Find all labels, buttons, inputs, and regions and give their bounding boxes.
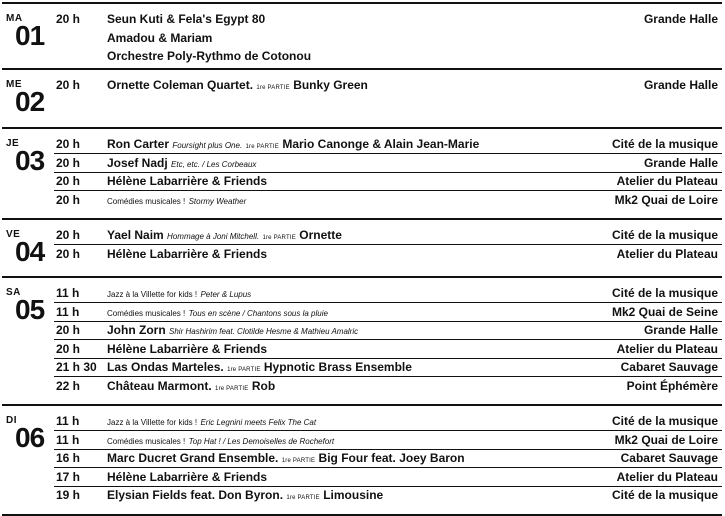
event-artist: John Zorn [107,323,166,337]
event-time: 20 h [56,228,81,242]
day-number: 03 [15,145,45,176]
first-part-label: 1re PARTIE [281,458,316,464]
event-series: Jazz à la Villette for kids ! [107,418,198,427]
event-series: Comédies musicales ! [107,436,186,446]
first-part-label: 1re PARTIE [262,235,296,241]
event-title [107,47,572,65]
event-title [107,191,572,209]
event-row [54,172,722,191]
event-title [107,172,572,190]
event-venue: Cabaret Sauvage [620,451,718,465]
event-venue: Atelier du Plateau [616,246,718,261]
event-title [107,29,572,47]
event-opening-act: Big Four feat. Joey Baron [318,451,465,465]
event-artist: Ornette Coleman Quartet. [107,78,254,92]
event-venue: Mk2 Quai de Loire [614,432,718,447]
first-part-label: 1re PARTIE [215,385,249,392]
event-venue: Grande Halle [643,155,718,170]
event-row [54,431,722,450]
event-row [54,486,722,504]
event-opening-act: Mario Canonge & Alain Jean-Marie [282,137,480,151]
event-venue: Cité de la musique [611,286,718,300]
event-row [54,377,722,395]
event-venue: Cité de la musique [611,228,718,242]
event-artist: Elysian Fields feat. Don Byron. [107,488,284,502]
event-time: 11 h [56,304,80,319]
event-title [107,226,572,245]
event-series: Comédies musicales ! [107,196,186,206]
day-number: 04 [15,236,45,267]
event-program: Top Hat ! / Les Demoiselles de Rochefort [188,436,335,446]
event-row [54,303,722,322]
event-time: 11 h [56,414,80,428]
event-artist: Hélène Labarrière & Friends [107,469,268,484]
day-name: VE [6,229,21,240]
event-title [107,10,572,28]
first-part-label: 1re PARTIE [256,85,290,91]
event-opening-act: Ornette [299,228,342,242]
event-artist: Château Marmont. [107,378,212,393]
event-artist: Hélène Labarrière & Friends [107,246,268,261]
event-program: Stormy Weather [188,196,247,206]
day-block [2,2,722,63]
day-name: ME [6,79,22,90]
event-row [54,47,722,65]
day-name: JE [6,138,20,149]
event-venue: Mk2 Quai de Seine [611,304,718,319]
event-venue: Grande Halle [643,78,718,92]
event-opening-act: Hypnotic Brass Ensemble [263,360,412,374]
event-artist: Las Ondas Marteles. [107,360,224,374]
day-name: DI [6,415,17,426]
event-opening-act: Limousine [323,488,384,502]
event-row [54,449,722,468]
event-venue: Grande Halle [643,12,718,26]
event-time: 19 h [56,488,81,502]
event-time: 20 h [56,137,81,151]
event-artist: Orchestre Poly-Rythmo de Cotonou [107,49,312,63]
event-title [107,284,572,303]
day-block [2,127,722,207]
event-time: 21 h 30 [56,360,97,374]
event-venue: Atelier du Plateau [616,174,718,188]
day-block [2,404,722,502]
day-number: 06 [15,422,45,453]
day-number: 02 [15,86,45,117]
event-title [107,76,572,94]
event-row [54,284,722,303]
event-artist: Hélène Labarrière & Friends [107,174,268,188]
event-program: Shir Hashirim feat. Clotilde Hesme & Mathieu Amalric [169,327,359,336]
event-title [107,431,572,450]
event-artist: Yael Naim [107,228,164,242]
event-venue: Cabaret Sauvage [620,360,718,374]
event-opening-act: Rob [251,378,276,393]
event-row [54,412,722,431]
event-time: 22 h [56,378,81,393]
event-time: 20 h [56,12,81,26]
event-time: 17 h [56,469,81,484]
event-artist: Seun Kuti & Fela's Egypt 80 [107,12,266,26]
event-venue: Mk2 Quai de Loire [614,192,718,207]
event-venue: Cité de la musique [611,137,718,151]
event-title [107,486,572,504]
event-row [54,76,722,94]
first-part-label: 1re PARTIE [286,495,320,501]
event-artist: Amadou & Mariam [107,30,213,45]
event-time: 20 h [56,174,81,188]
event-time: 11 h [56,286,80,300]
event-time: 20 h [56,323,81,337]
event-row [54,226,722,245]
event-series: Comédies musicales ! [107,308,186,318]
event-artist: Marc Ducret Grand Ensemble. [107,451,279,465]
event-series: Jazz à la Villette for kids ! [107,290,198,299]
first-part-label: 1re PARTIE [245,144,279,150]
event-title [107,135,572,154]
event-artist: Josef Nadj [107,155,168,170]
event-title [107,321,572,340]
event-venue: Cité de la musique [611,488,718,502]
event-row [54,154,722,173]
day-name: MA [6,13,23,24]
event-time: 20 h [56,341,81,356]
event-title [107,377,572,395]
day-number: 01 [15,20,45,51]
event-time: 20 h [56,155,81,170]
event-row [54,340,722,359]
event-row [54,29,722,47]
event-row [54,135,722,154]
event-title [107,303,572,322]
event-venue: Cité de la musique [611,414,718,428]
first-part-label: 1re PARTIE [227,367,261,373]
event-opening-act: Bunky Green [293,78,368,92]
event-artist: Hélène Labarrière & Friends [107,341,268,356]
event-program: Eric Legnini meets Felix The Cat [200,418,317,427]
event-title [107,468,572,486]
event-row [54,321,722,340]
event-time: 20 h [56,246,81,261]
day-name: SA [6,287,21,298]
event-row [54,468,722,487]
event-venue: Grande Halle [643,323,718,337]
event-program: Foursight plus One. [172,141,243,150]
event-time: 11 h [56,432,80,447]
day-block [2,276,722,393]
event-title [107,358,572,377]
event-program: Etc, etc. / Les Corbeaux [171,159,257,169]
day-block [2,218,722,267]
event-title [107,154,572,173]
event-row [54,358,722,377]
event-venue: Point Éphémère [626,378,718,393]
event-venue: Atelier du Plateau [616,469,718,484]
event-time: 20 h [56,192,81,207]
day-number: 05 [15,294,45,325]
event-row [54,10,722,28]
day-block [2,68,722,117]
event-program: Peter & Lupus [200,290,252,299]
event-row [54,191,722,209]
event-program: Hommage à Joni Mitchell. [167,232,260,241]
event-title [107,340,572,358]
event-program: Tous en scène / Chantons sous la pluie [188,308,328,318]
event-title [107,412,572,431]
event-venue: Atelier du Plateau [616,341,718,356]
event-row [54,245,722,263]
event-title [107,449,572,468]
event-time: 20 h [56,78,81,92]
event-time: 16 h [56,451,81,465]
event-title [107,245,572,263]
event-artist: Ron Carter [107,137,170,151]
